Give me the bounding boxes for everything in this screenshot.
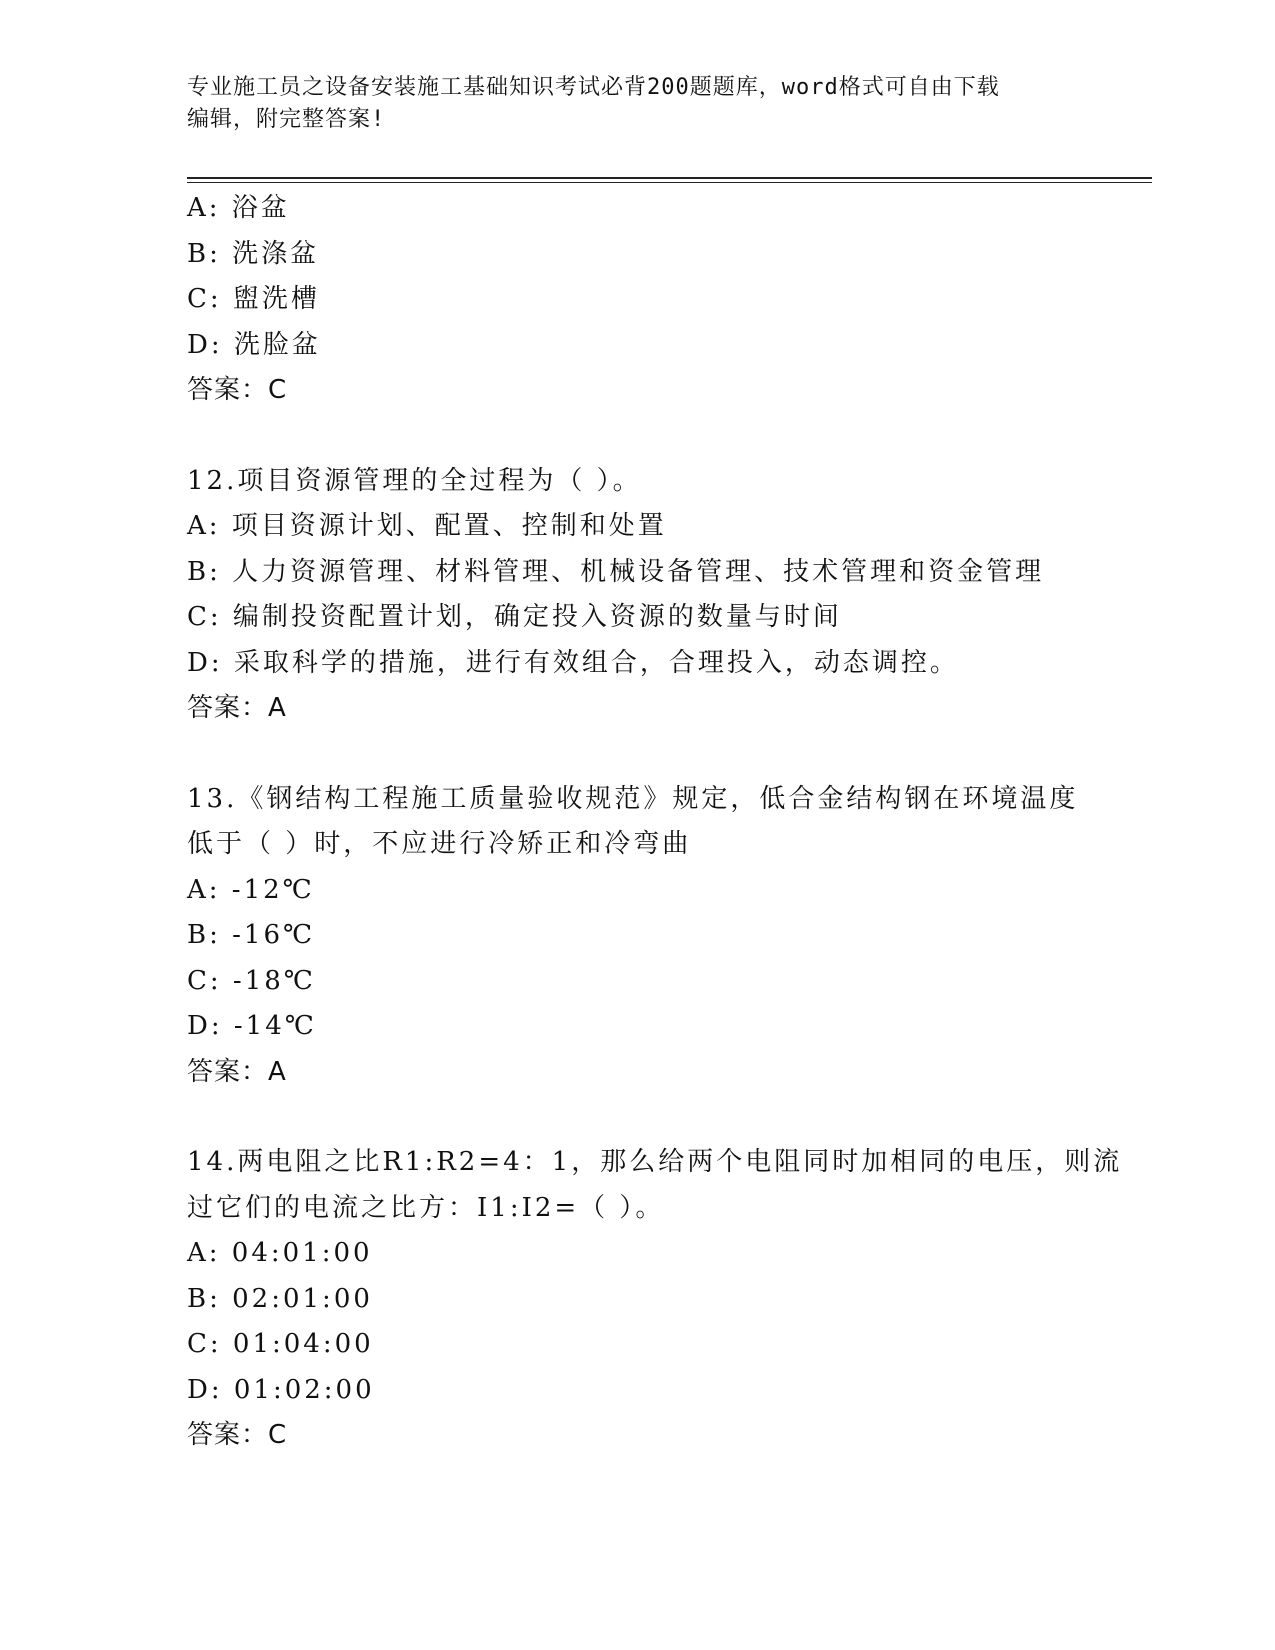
option-a: A: 浴盆 [187,193,290,223]
question-11 [187,186,1152,414]
question-13 [187,777,1152,1096]
header-rule-thin [187,182,1152,183]
header-rule-thick [187,177,1152,179]
option-c: C: 盥洗槽 [187,284,320,314]
answer: 答案：A [187,693,287,723]
question-stem-continued: 低于（ ）时，不应进行冷矫正和冷弯曲 [187,829,692,859]
answer: 答案：A [187,1056,287,1087]
question-14 [187,1140,1152,1459]
header-line-1: 专业施工员之设备安装施工基础知识考试必背200题题库，word格式可自由下载 [187,75,1000,100]
option-d: D: 洗脸盆 [187,329,321,360]
option-b: B: 洗涤盆 [187,238,320,269]
question-stem: 14.两电阻之比R1:R2=4：1，那么给两个电阻同时加相同的电压，则流 [187,1147,1123,1177]
question-12 [187,459,1152,732]
answer: 答案：C [187,375,288,405]
answer: 答案：C [187,1420,288,1450]
option-d: D: -14℃ [187,1011,317,1041]
option-b: B: 人力资源管理、材料管理、机械设备管理、技术管理和资金管理 [187,556,1045,587]
header-line-2: 编辑，附完整答案! [187,107,386,132]
option-c: C: 编制投资配置计划，确定投入资源的数量与时间 [187,602,842,632]
option-d: D: 01:02:00 [187,1374,375,1405]
option-c: C: -18℃ [187,965,316,996]
option-a: A: -12℃ [187,874,315,905]
option-a: A: 04:01:00 [187,1238,373,1268]
option-b: B: 02:01:00 [187,1283,373,1314]
question-stem: 13.《钢结构工程施工质量验收规范》规定，低合金结构钢在环境温度 [187,783,1079,814]
question-stem-continued: 过它们的电流之比方：I1:I2=（ ）。 [187,1192,665,1223]
document-header [187,72,1087,136]
question-stem: 12.项目资源管理的全过程为（ ）。 [187,465,642,496]
question-list [187,186,1152,1459]
option-a: A: 项目资源计划、配置、控制和处置 [187,511,667,541]
option-b: B: -16℃ [187,920,316,950]
option-c: C: 01:04:00 [187,1329,374,1359]
option-d: D: 采取科学的措施，进行有效组合，合理投入，动态调控。 [187,647,959,678]
